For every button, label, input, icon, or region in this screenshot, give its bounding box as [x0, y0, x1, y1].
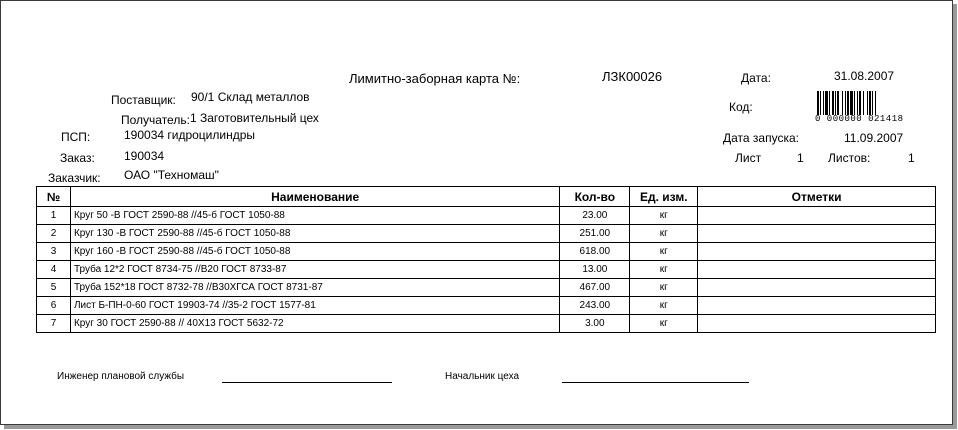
barcode-bar [845, 91, 846, 115]
customer-label: Заказчик: [48, 171, 101, 185]
barcode-bar [859, 91, 861, 115]
sheets-value: 1 [908, 151, 915, 165]
barcode-bar [817, 91, 819, 115]
recipient-value: 1 Заготовительный цех [190, 111, 319, 125]
sheets-label: Листов: [828, 151, 871, 165]
barcode-bar [829, 91, 830, 115]
row-qty: 23.00 [560, 207, 630, 225]
barcode-bar [863, 91, 864, 115]
document-title: Лимитно-заборная карта №: [349, 71, 521, 86]
col-header-name: Наименование [70, 187, 559, 207]
barcode-bar [847, 91, 849, 115]
row-notes [698, 225, 936, 243]
row-name: Лист Б-ПН-0-60 ГОСТ 19903-74 //35-2 ГОСТ 1577-81 [70, 297, 559, 315]
col-header-qty: Кол-во [560, 187, 630, 207]
psp-label: ПСП: [61, 130, 91, 144]
table-row [37, 315, 936, 333]
barcode-bar [872, 91, 873, 115]
table-row [37, 243, 936, 261]
recipient-label: Получатель: [121, 113, 190, 127]
order-value: 190034 [124, 149, 165, 163]
col-header-notes: Отметки [698, 187, 936, 207]
document-number: ЛЗК00026 [602, 69, 663, 84]
row-notes [698, 297, 936, 315]
row-unit: кг [630, 297, 698, 315]
barcode-bar [857, 91, 858, 115]
barcode-bar [835, 91, 836, 115]
barcode-bar [867, 91, 868, 115]
table-row [37, 261, 936, 279]
date-value: 31.08.2007 [834, 69, 895, 83]
table-row [37, 279, 936, 297]
barcode-bar [837, 91, 839, 115]
barcode-bar [832, 91, 834, 115]
launch-date-label: Дата запуска: [723, 131, 799, 145]
row-num: 5 [37, 279, 71, 297]
row-num: 1 [37, 207, 71, 225]
table-row [37, 207, 936, 225]
order-label: Заказ: [60, 151, 95, 165]
sheet-label: Лист [735, 151, 762, 165]
sheet-value: 1 [797, 151, 804, 165]
customer-value: ОАО "Техномаш" [124, 168, 219, 182]
row-notes [698, 243, 936, 261]
barcode-bar [825, 91, 828, 115]
engineer-signature-line [222, 382, 392, 383]
engineer-signature-label: Инженер плановой службы [57, 371, 185, 382]
row-name: Труба 152*18 ГОСТ 8732-78 //В30ХГСА ГОСТ 8731-87 [70, 279, 559, 297]
col-header-num: № [37, 187, 71, 207]
row-notes [698, 279, 936, 297]
barcode-bar [875, 91, 876, 115]
row-name: Круг 30 ГОСТ 2590-88 // 40Х13 ГОСТ 5632-72 [70, 315, 559, 333]
code-label: Код: [729, 100, 753, 114]
row-num: 7 [37, 315, 71, 333]
row-qty: 13.00 [560, 261, 630, 279]
row-notes [698, 261, 936, 279]
row-num: 2 [37, 225, 71, 243]
row-unit: кг [630, 279, 698, 297]
row-unit: кг [630, 243, 698, 261]
row-notes [698, 207, 936, 225]
row-name: Круг 160 -В ГОСТ 2590-88 //45-б ГОСТ 1050-88 [70, 243, 559, 261]
row-num: 6 [37, 297, 71, 315]
barcode-bar [854, 91, 855, 115]
row-qty: 251.00 [560, 225, 630, 243]
barcode-bar [869, 91, 871, 115]
row-notes [698, 315, 936, 333]
chief-signature-line [562, 382, 749, 383]
supplier-label: Поставщик: [111, 93, 176, 107]
row-unit: кг [630, 261, 698, 279]
col-header-unit: Ед. изм. [630, 187, 698, 207]
barcode [817, 91, 932, 115]
barcode-bar [820, 91, 821, 115]
row-qty: 467.00 [560, 279, 630, 297]
psp-value: 190034 гидроцилиндры [124, 128, 256, 142]
row-unit: кг [630, 315, 698, 333]
row-name: Круг 130 -В ГОСТ 2590-88 //45-б ГОСТ 1050-88 [70, 225, 559, 243]
table-row [37, 225, 936, 243]
launch-date-value: 11.09.2007 [844, 131, 904, 145]
items-table [36, 186, 936, 333]
row-unit: кг [630, 225, 698, 243]
row-num: 4 [37, 261, 71, 279]
barcode-digits: 0 000000 021418 [815, 114, 904, 124]
row-qty: 243.00 [560, 297, 630, 315]
barcode-bar [850, 91, 853, 115]
row-name: Труба 12*2 ГОСТ 8734-75 //В20 ГОСТ 8733-87 [70, 261, 559, 279]
supplier-value: 90/1 Склад металлов [191, 90, 310, 104]
table-row [37, 297, 936, 315]
date-label: Дата: [741, 71, 771, 85]
row-num: 3 [37, 243, 71, 261]
row-name: Круг 50 -В ГОСТ 2590-88 //45-б ГОСТ 1050-88 [70, 207, 559, 225]
chief-signature-label: Начальник цеха [445, 371, 520, 382]
row-qty: 3.00 [560, 315, 630, 333]
row-unit: кг [630, 207, 698, 225]
table-header-row [37, 187, 936, 207]
row-qty: 618.00 [560, 243, 630, 261]
barcode-bar [823, 91, 824, 115]
barcode-bar [842, 91, 843, 115]
